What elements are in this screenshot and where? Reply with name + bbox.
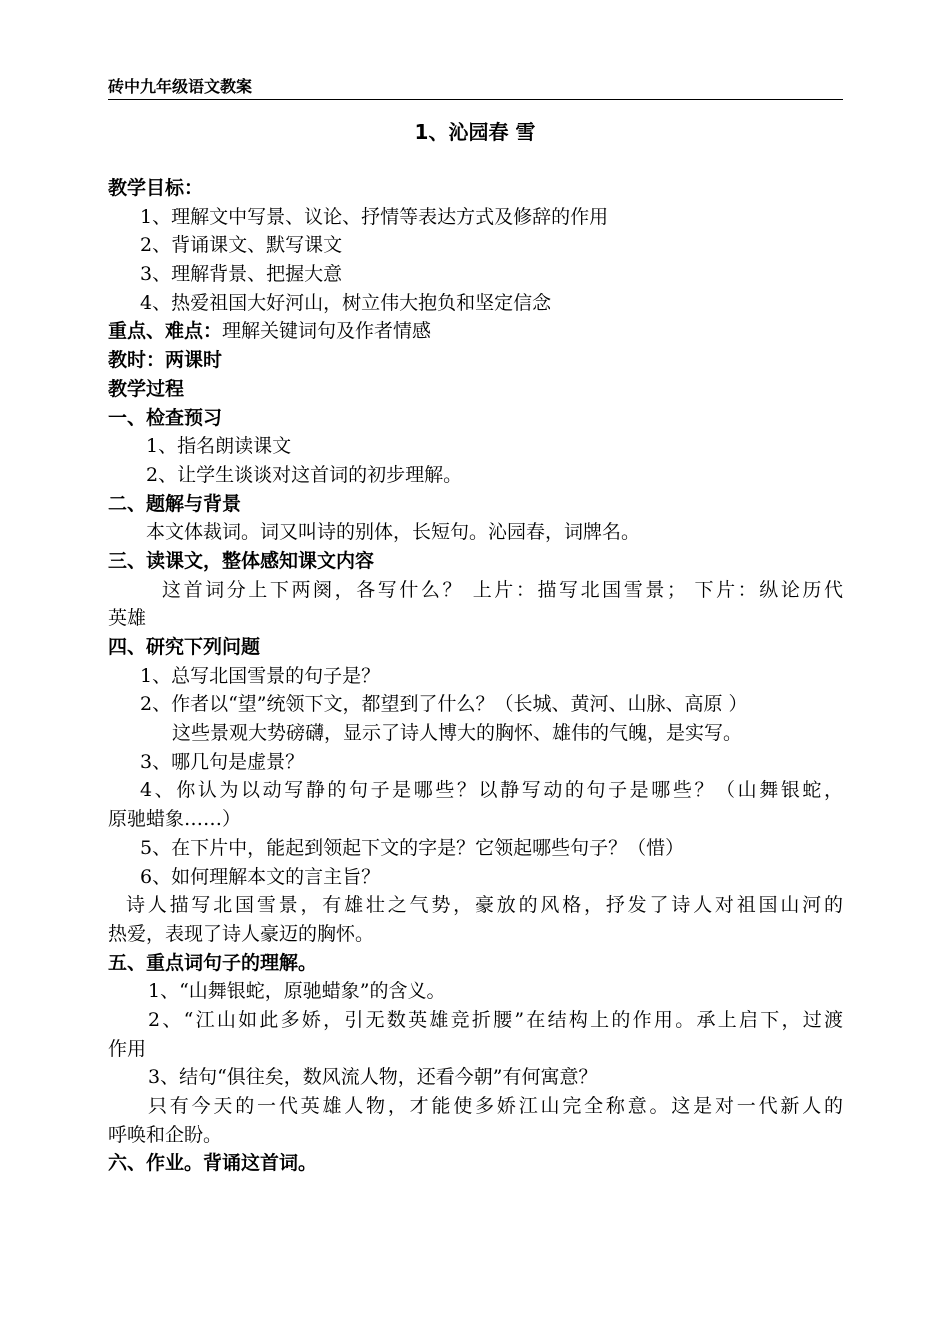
key-points-label: 重点、难点： xyxy=(108,320,223,343)
list-item: 3、结句“俱往矣，数风流人物，还看今朝”有何寓意？ xyxy=(148,1066,598,1089)
section-heading-3: 三、读课文，整体感知课文内容 xyxy=(108,549,375,572)
key-points-text: 理解关键词句及作者情感 xyxy=(222,320,432,343)
paragraph-text: 本文体裁词。词又叫诗的别体，长短句。沁园春，词牌名。 xyxy=(146,521,641,544)
class-hours: 教时：两课时 xyxy=(108,349,223,372)
section-heading-2: 二、题解与背景 xyxy=(108,492,242,515)
lesson-body xyxy=(108,174,843,1178)
paragraph-text: 诗人描写北国雪景，有雄壮之气势，豪放的风格，抒发了诗人对祖国山河的 xyxy=(126,894,843,917)
list-item: 1、“山舞银蛇，原驰蜡象”的含义。 xyxy=(148,980,446,1003)
list-item: 2、“江山如此多娇，引无数英雄竞折腰”在结构上的作用。承上启下，过渡 xyxy=(148,1008,843,1031)
objective-item: 1、理解文中写景、议论、抒情等表达方式及修辞的作用 xyxy=(140,205,609,228)
section-heading-4: 四、研究下列问题 xyxy=(108,636,261,658)
list-item-continued: 作用 xyxy=(108,1037,147,1060)
paragraph-text: 呼唤和企盼。 xyxy=(108,1123,223,1146)
list-item: 2、让学生谈谈对这首词的初步理解。 xyxy=(146,463,463,486)
question-item: 4、你认为以动写静的句子是哪些？以静写动的句子是哪些？（山舞银蛇， xyxy=(140,779,843,802)
list-item: 1、指名朗读课文 xyxy=(146,435,292,458)
paragraph-text: 热爱，表现了诗人豪迈的胸怀。 xyxy=(108,922,375,945)
lesson-title: 1、沁园春 雪 xyxy=(414,120,536,144)
section-heading-5: 五、重点词句子的理解。 xyxy=(108,951,318,974)
answer-text: 这些景观大势磅礴，显示了诗人博大的胸怀、雄伟的气魄，是实写。 xyxy=(172,722,743,745)
objective-item: 2、背诵课文、默写课文 xyxy=(140,234,343,257)
question-item: 6、如何理解本文的言主旨？ xyxy=(140,865,381,888)
page-header: 砖中九年级语文教案 xyxy=(108,76,843,100)
paragraph-text: 这首词分上下两阕，各写什么？ 上片：描写北国雪景； 下片：纵论历代 xyxy=(162,578,843,601)
objective-item: 3、理解背景、把握大意 xyxy=(140,263,343,286)
section-heading-6: 六、作业。背诵这首词。 xyxy=(108,1152,318,1175)
question-item: 1、总写北国雪景的句子是？ xyxy=(140,664,381,687)
question-item: 2、作者以“望”统领下文，都望到了什么？（长城、黄河、山脉、高原 ） xyxy=(140,693,748,716)
question-item: 3、哪几句是虚景？ xyxy=(140,750,305,773)
key-points-line xyxy=(108,317,843,346)
paragraph-text: 只有今天的一代英雄人物，才能使多娇江山完全称意。这是对一代新人的 xyxy=(148,1095,843,1117)
objective-item: 4、热爱祖国大好河山，树立伟大抱负和坚定信念 xyxy=(140,291,552,314)
question-item-continued: 原驰蜡象……） xyxy=(108,808,242,831)
paragraph-text: 英雄 xyxy=(108,607,147,630)
question-item: 5、在下片中，能起到领起下文的字是？它领起哪些句子？（惜） xyxy=(140,836,685,859)
section-heading-1: 一、检查预习 xyxy=(108,406,223,429)
section-heading-objectives: 教学目标： xyxy=(108,177,204,199)
section-heading-process: 教学过程 xyxy=(108,377,185,400)
